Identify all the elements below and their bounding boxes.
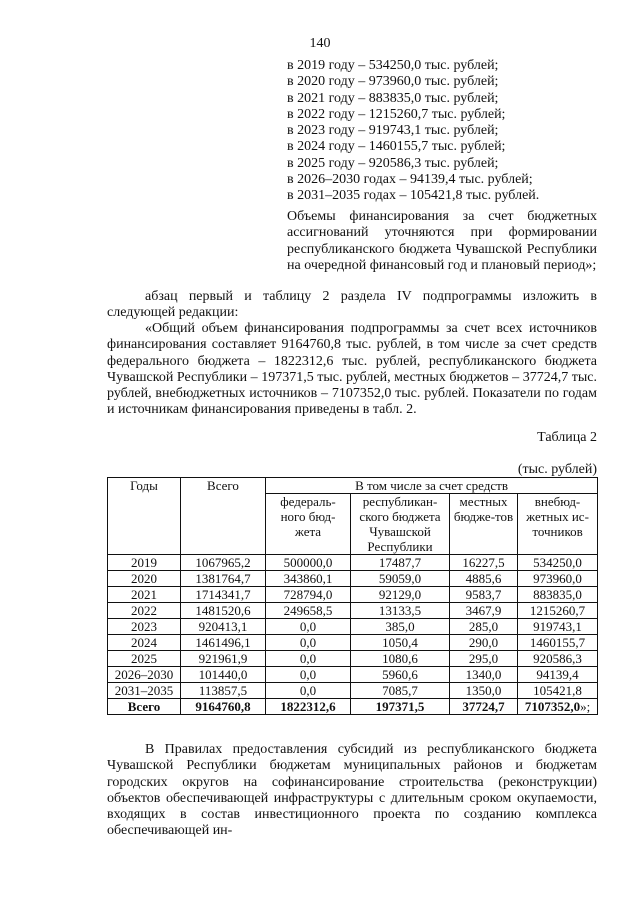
table-cell: 385,0 [351,619,450,635]
table-cell: 9583,7 [450,587,518,603]
table-cell: 500000,0 [266,555,351,571]
table-row [108,587,598,603]
table-cell: 101440,0 [181,667,266,683]
table-cell: 1050,4 [351,635,450,651]
header-local: местных бюдже-тов [450,494,518,555]
rules-paragraph: В Правилах предоставления субсидий из республиканского бюджета Чувашской Республики бюджетам муниципальных районов и бюджетам городских округов на софинансирование строительства (реконструкции) объектов обеспечивающей инфраструктуры с длительным сроком окупаемости, входящих в состав инвестиционного проекта по созданию комплекса обеспечивающей ин- [107,742,597,839]
table-row [108,603,598,619]
table-cell: 883835,0 [518,587,598,603]
table-cell: 1350,0 [450,683,518,699]
table-cell: 1461496,1 [181,635,266,651]
table-cell: 973960,0 [518,571,598,587]
table-cell: 1215260,7 [518,603,598,619]
list-item: в 2031–2035 годах – 105421,8 тыс. рублей. [287,188,540,204]
table-cell: 0,0 [266,651,351,667]
table-cell: 728794,0 [266,587,351,603]
table-cell: 1080,6 [351,651,450,667]
table-caption: Таблица 2 [537,430,597,445]
year-funding-list [287,58,597,205]
table-cell: 534250,0 [518,555,598,571]
table-cell: 2020 [108,571,181,587]
header-federal: федераль-ного бюд-жета [266,494,351,555]
table-cell: 17487,7 [351,555,450,571]
table-row [108,619,598,635]
funding-note: Объемы финансирования за счет бюджетных ассигнований уточняются при формировании республиканского бюджета Чувашской Республики на очередной финансовый год и плановый период»; [287,209,597,273]
closing-quote: »; [580,699,591,714]
table-cell: 0,0 [266,667,351,683]
table-row [108,571,598,587]
table-cell: 59059,0 [351,571,450,587]
table-row [108,555,598,571]
table-cell: 7085,7 [351,683,450,699]
list-item: в 2025 году – 920586,3 тыс. рублей; [287,155,499,171]
header-extra: внебюд-жетных ис-точников [518,494,598,555]
table-row [108,683,598,699]
table-row [108,635,598,651]
table-cell: 920413,1 [181,619,266,635]
table-cell: 1340,0 [450,667,518,683]
table-cell: 0,0 [266,683,351,699]
page-number: 140 [309,36,331,51]
table-cell: 13133,5 [351,603,450,619]
table-cell: 2021 [108,587,181,603]
table-cell [518,699,598,715]
header-republic: республикан-ского бюджета Чувашской Республики [351,494,450,555]
list-item: в 2022 году – 1215260,7 тыс. рублей; [287,106,506,122]
list-item: в 2024 году – 1460155,7 тыс. рублей; [287,139,506,155]
table-cell: 2022 [108,603,181,619]
table-cell: 0,0 [266,635,351,651]
table-cell: 92129,0 [351,587,450,603]
table-cell: 919743,1 [518,619,598,635]
table-cell: Всего [108,699,181,715]
table-cell: 3467,9 [450,603,518,619]
header-group: В том числе за счет средств [266,478,598,494]
table-cell: 249658,5 [266,603,351,619]
table-cell: 5960,6 [351,667,450,683]
table-cell: 2031–2035 [108,683,181,699]
table-cell: 2023 [108,619,181,635]
table-cell: 1067965,2 [181,555,266,571]
table-cell: 1822312,6 [266,699,351,715]
table-cell: 197371,5 [351,699,450,715]
table-row [108,667,598,683]
total-funding-paragraph: «Общий объем финансирования подпрограммы за счет всех источников финансирования составляет 9164760,8 тыс. рублей, в том числе за счет средств федерального бюджета – 1822312,6 тыс. рублей, республиканского бюджета Чувашской Республики – 197371,5 тыс. рублей, местных бюджетов – 37724,7 тыс. рублей, внебюджетных источников – 7107352,0 тыс. рублей. Показатели по годам и источникам финансирования приведены в табл. 2. [107,321,597,418]
table-body [108,555,598,715]
table-cell: 1381764,7 [181,571,266,587]
table-cell: 113857,5 [181,683,266,699]
table-cell: 2026–2030 [108,667,181,683]
table-total-row [108,699,598,715]
table-cell: 1714341,7 [181,587,266,603]
table-cell: 2024 [108,635,181,651]
table-cell: 9164760,8 [181,699,266,715]
table-cell: 1460155,7 [518,635,598,651]
table-cell: 295,0 [450,651,518,667]
table-cell: 343860,1 [266,571,351,587]
table-cell: 4885,6 [450,571,518,587]
table-cell: 920586,3 [518,651,598,667]
table-cell: 921961,9 [181,651,266,667]
list-item: в 2021 году – 883835,0 тыс. рублей; [287,90,499,106]
table-cell: 16227,5 [450,555,518,571]
table-cell: 290,0 [450,635,518,651]
list-item: в 2019 году – 534250,0 тыс. рублей; [287,58,499,73]
table-cell: 0,0 [266,619,351,635]
table-cell: 37724,7 [450,699,518,715]
list-item: в 2023 году – 919743,1 тыс. рублей; [287,123,499,139]
header-total: Всего [181,478,266,555]
table-unit: (тыс. рублей) [517,462,597,477]
list-item: в 2026–2030 годах – 94139,4 тыс. рублей; [287,172,533,188]
amendment-paragraph: абзац первый и таблицу 2 раздела IV подпрограммы изложить в следующей редакции: [107,289,597,321]
funding-table [107,477,598,715]
header-years: Годы [108,478,181,555]
table-row [108,651,598,667]
table-cell: 2025 [108,651,181,667]
table-cell: 1481520,6 [181,603,266,619]
list-item: в 2020 году – 973960,0 тыс. рублей; [287,74,499,90]
table-cell: 105421,8 [518,683,598,699]
total-extra-value: 7107352,0 [524,699,581,714]
table-cell: 2019 [108,555,181,571]
table-cell: 285,0 [450,619,518,635]
table-cell: 94139,4 [518,667,598,683]
